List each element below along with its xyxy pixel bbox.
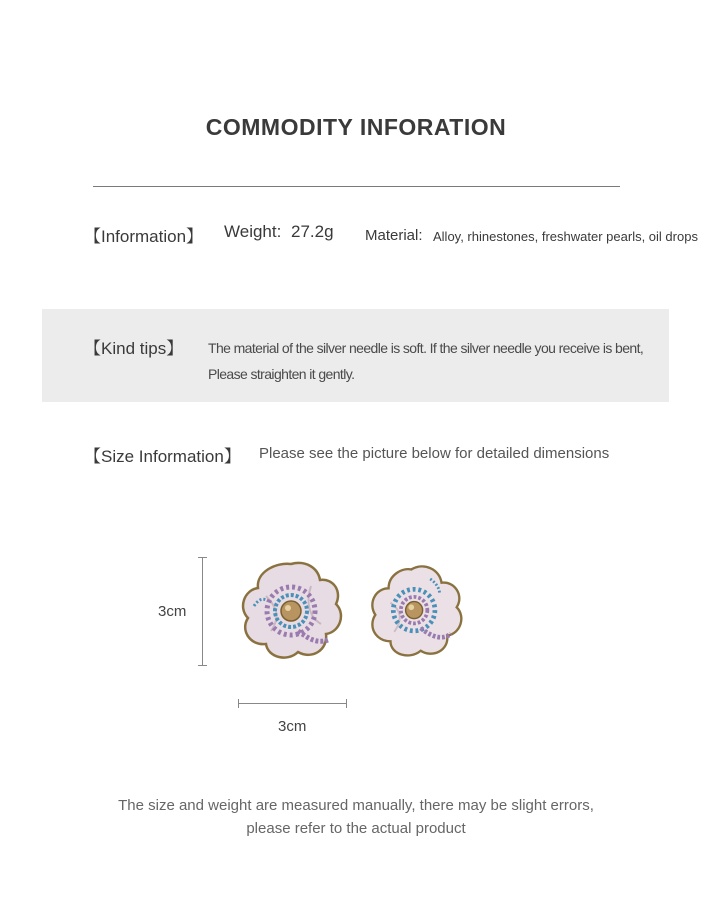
material-label: Material:: [365, 227, 423, 244]
footer-note: [0, 794, 712, 840]
kind-tips-box: [42, 309, 669, 402]
width-dimension-line: [238, 703, 347, 704]
footer-note-line-1: The size and weight are measured manually, there may be slight errors,: [118, 797, 594, 814]
kind-tips-line-1: The material of the silver needle is soft. If the silver needle you receive is bent,: [208, 340, 644, 356]
width-dimension-cap-left: [238, 699, 239, 708]
height-dimension-line: [202, 557, 203, 665]
height-dimension-label: 3cm: [158, 603, 187, 620]
earring-image-right: [364, 560, 468, 664]
kind-tips-text: [208, 335, 658, 387]
information-label: 【Information】: [84, 227, 204, 246]
weight-value: 27.2g: [291, 222, 334, 241]
title-divider: [93, 186, 620, 187]
kind-tips-label: 【Kind tips】: [84, 339, 184, 358]
material-value: Alloy, rhinestones, freshwater pearls, oil drops: [433, 229, 698, 244]
footer-note-line-2: please refer to the actual product: [246, 820, 466, 837]
height-dimension-cap-bottom: [198, 665, 207, 666]
kind-tips-line-2: Please straighten it gently.: [208, 366, 355, 382]
height-dimension-cap-top: [198, 557, 207, 558]
width-dimension-cap-right: [346, 699, 347, 708]
width-dimension-label: 3cm: [278, 718, 307, 735]
weight-label: Weight:: [224, 222, 282, 241]
earring-image-left: [236, 556, 346, 666]
size-information-label: 【Size Information】: [84, 447, 241, 466]
size-information-description: Please see the picture below for detailed dimensions: [259, 445, 610, 462]
information-row: [84, 222, 712, 250]
page-title: COMMODITY INFORATION: [205, 114, 507, 140]
